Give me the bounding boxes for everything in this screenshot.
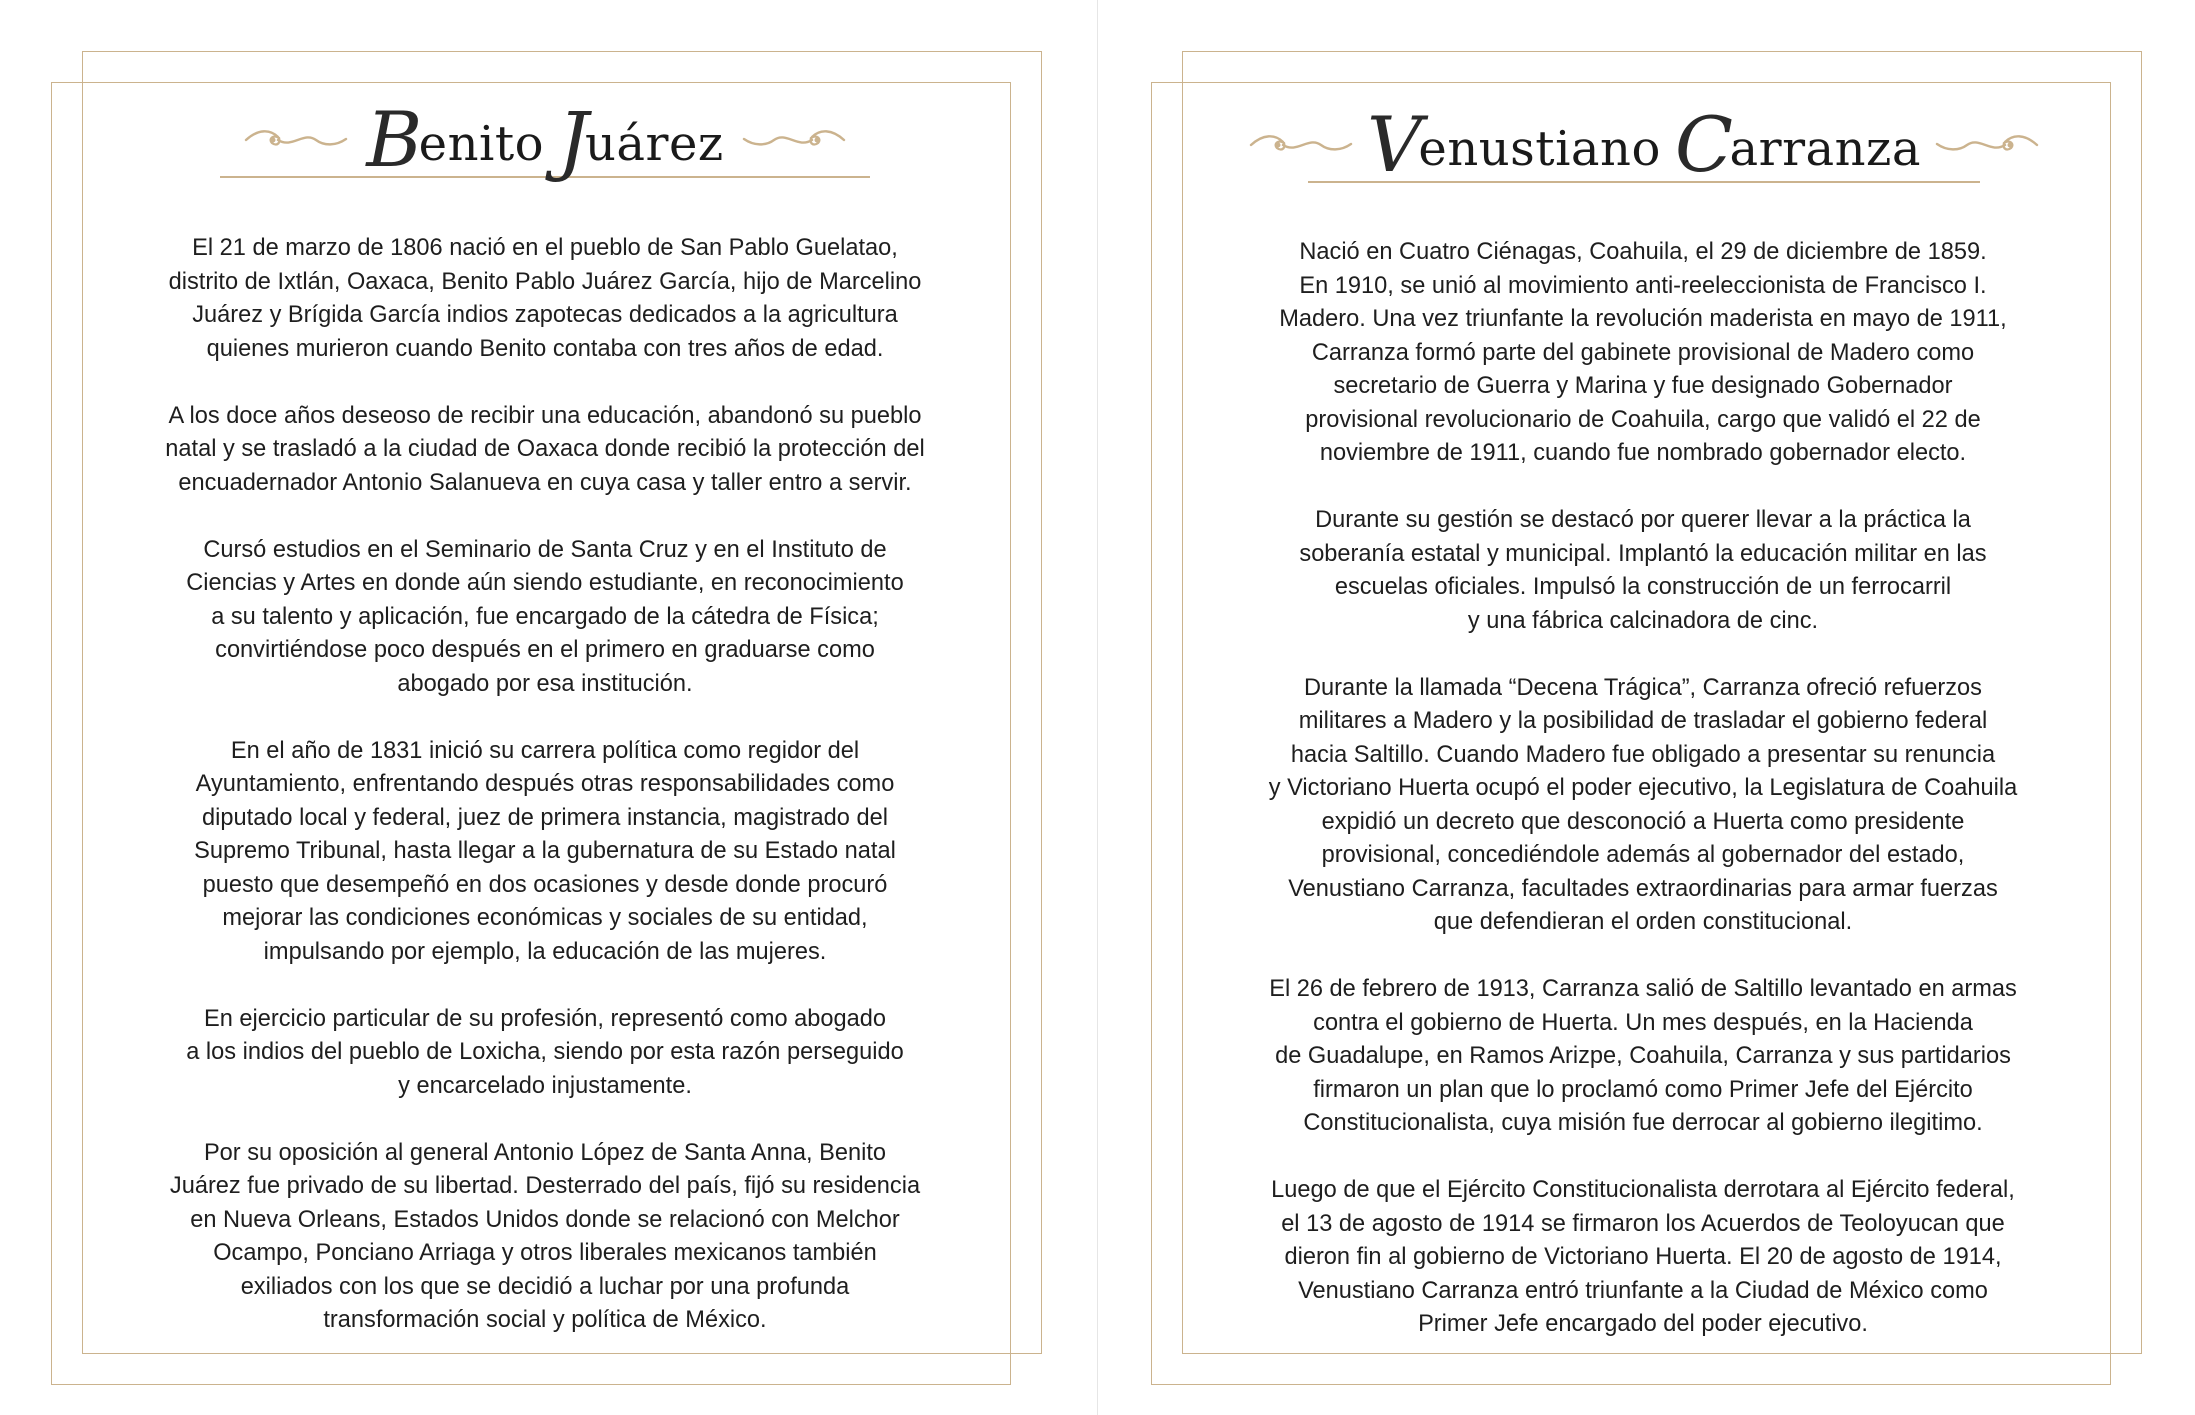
paragraph: Nació en Cuatro Ciénagas, Coahuila, el 29 de diciembre de 1859. En 1910, se unió al movimiento anti-reeleccionista de Francisco I. Madero. Una vez triunfante la revolución maderista en mayo de 1911, Carranza formó parte del gabinete provisional de Madero como secretario de Guerra y Marina y fue designado Gobernador provisional revolucionario de Coahuila, cargo que validó el 22 de noviembre de 1911, cuando fue nombrado gobernador electo. [1279,239,2007,466]
title-last-rest: uárez [585,116,724,172]
title-last-initial: C [1674,100,1734,189]
title-first-rest: enustiano [1418,121,1661,177]
page-title [1367,100,1921,189]
paragraph: Durante la llamada “Decena Trágica”, Carranza ofreció refuerzos militares a Madero y la posibilidad de trasladar el gobierno federal hacia Saltillo. Cuando Madero fue obligado a presentar su renuncia y Victoriano Huerta ocupó el poder ejecutivo, la Legislatura de Coahuila expidió un decreto que desconoció a Huerta como presidente provisional, concediéndole además al gobernador del estado, Venustiano Carranza, facultades extraordinarias para armar fuerzas que defendieran el orden constitucional. [1268,674,2018,935]
left-page [0,0,1097,1415]
paragraph: Luego de que el Ejército Constitucionalista derrotara al Ejército federal, el 13 de agosto de 1914 se firmaron los Acuerdos de Teoloyucan que dieron fin al gobierno de Victoriano Huerta. El 20 de agosto de 1914, Venustiano Carranza entró triunfante a la Ciudad de México como Primer Jefe encargado del poder ejecutivo. [1271,1177,2015,1337]
biography-text [80,232,1010,1338]
title-last-rest: arranza [1729,121,1921,177]
scroll-flourish-icon [742,125,846,155]
paragraph: Durante su gestión se destacó por querer llevar a la práctica la soberanía estatal y municipal. Implantó la educación militar en las escuelas oficiales. Impulsó la construcción de un ferrocarril y una fábrica calcinadora de cinc. [1299,507,1987,634]
right-page [1098,0,2195,1415]
title-block [1288,100,2000,189]
title-first-initial: B [366,95,423,184]
scroll-flourish-icon [1249,130,1353,160]
scroll-flourish-icon [1935,130,2039,160]
paragraph: Por su oposición al general Antonio López de Santa Anna, Benito Juárez fue privado de su libertad. Desterrado del país, fijó su residencia en Nueva Orleans, Estados Unidos donde se relacionó con Melchor Ocampo, Ponciano Arriaga y otros liberales mexicanos también exiliados con los que se decidió a luchar por una profunda transformación social y política de México. [169,1139,921,1333]
paragraph: En ejercicio particular de su profesión, representó como abogado a los indios del pueblo de Loxicha, siendo por esta razón perseguido y encarcelado injustamente. [186,1005,904,1099]
title-last-initial: J [558,95,589,184]
biography-text [1178,236,2108,1342]
paragraph: El 26 de febrero de 1913, Carranza salió de Saltillo levantado en armas contra el gobierno de Huerta. Un mes después, en la Hacienda de Guadalupe, en Ramos Arizpe, Coahuila, Carranza y sus partidarios firmaron un plan que lo proclamó como Primer Jefe del Ejército Constitucionalista, cuya misión fue derrocar al gobierno ilegitimo. [1269,976,2017,1136]
title-block [220,95,870,184]
paragraph: Cursó estudios en el Seminario de Santa Cruz y en el Instituto de Ciencias y Artes en donde aún siendo estudiante, en reconocimiento a su talento y aplicación, fue encargado de la cátedra de Física; convirtiéndose poco después en el primero en graduarse como abogado por esa institución. [186,536,904,697]
paragraph: El 21 de marzo de 1806 nació en el pueblo de San Pablo Guelatao, distrito de Ixtlán, Oaxaca, Benito Pablo Juárez García, hijo de Marcelino Juárez y Brígida García indios zapotecas dedicados a la agricultura quienes murieron cuando Benito contaba con tres años de edad. [168,235,922,362]
paragraph: En el año de 1831 inició su carrera política como regidor del Ayuntamiento, enfrentando después otras responsabilidades como diputado local y federal, juez de primera instancia, magistrado del Supremo Tribunal, hasta llegar a la gubernatura de su Estado natal puesto que desempeñó en dos ocasiones y desde donde procuró mejorar las condiciones económicas y sociales de su entidad, impulsando por ejemplo, la educación de las mujeres. [194,737,896,965]
page-title [366,95,724,184]
paragraph: A los doce años deseoso de recibir una educación, abandonó su pueblo natal y se trasladó a la ciudad de Oaxaca donde recibió la protección del encuadernador Antonio Salanueva en cuya casa y taller entro a servir. [165,402,925,496]
scroll-flourish-icon [244,125,348,155]
title-first-initial: V [1367,100,1423,189]
title-first-rest: enito [418,116,545,172]
